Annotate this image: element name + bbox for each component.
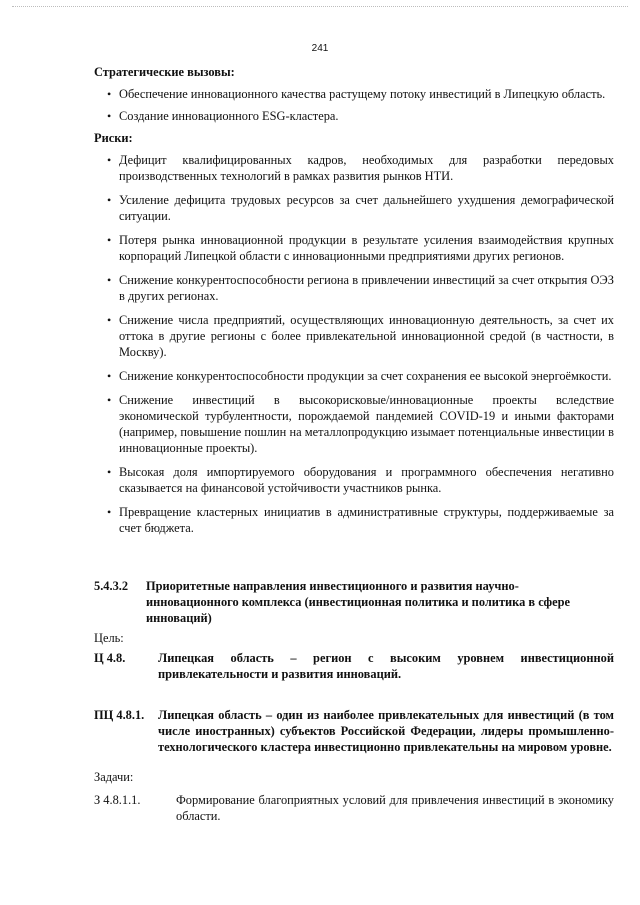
task-code: З 4.8.1.1. <box>94 793 141 807</box>
bullet-icon: • <box>107 273 112 287</box>
strategic-challenges-list <box>94 86 614 124</box>
list-item: • Обеспечение инновационного качества растущему потоку инвестиций в Липецкую область. <box>107 87 606 101</box>
subgoal-text: Липецкая область – один из наиболее привлекательных для инвестиций (в том числе иностранных) субъектов Российской Федерации, лидеры промышленно-технологического кластера инвестиционно привлекательны на мировом уровне. <box>158 708 614 754</box>
goal-code: Ц 4.8. <box>94 651 126 665</box>
bullet-icon: • <box>107 393 112 407</box>
section-title: Приоритетные направления инвестиционного и развития научно-инновационного комплекса (инвестиционная политика и политика в сфере инноваций) <box>146 579 570 625</box>
scan-edge-rule <box>12 6 628 7</box>
subgoal-code: ПЦ 4.8.1. <box>94 708 145 722</box>
risks-heading: Риски: <box>94 131 133 145</box>
bullet-icon: • <box>107 193 112 207</box>
bullet-icon: • <box>107 153 112 167</box>
list-item: • Усиление дефицита трудовых ресурсов за счет дальнейшего ухудшения демографической ситуации. <box>107 193 614 223</box>
page-number: 241 <box>311 43 329 54</box>
bullet-icon: • <box>107 505 112 519</box>
goal-text: Липецкая область – регион с высоким уровнем инвестиционной привлекательности и развития инноваций. <box>158 651 614 681</box>
bullet-icon: • <box>107 87 112 101</box>
list-item: • Снижение инвестиций в высокорисковые/инновационные проекты вследствие экономической турбулентности, порождаемой пандемией COVID-19 и иными факторами (например, повышение пошлин на металлопродукцию изымает потенциальные инвестиции в инновационные проекты). <box>107 393 614 455</box>
goal-label: Цель: <box>94 631 124 645</box>
task-text: Формирование благоприятных условий для привлечения инвестиций в экономику области. <box>176 793 614 823</box>
list-item: • Дефицит квалифицированных кадров, необходимых для разработки передовых производственных технологий в рамках развития рынков НТИ. <box>107 153 614 183</box>
page-content <box>94 64 614 544</box>
section-number: 5.4.3.2 <box>94 579 129 593</box>
bullet-icon: • <box>107 313 112 327</box>
list-item: • Создание инновационного ESG-кластера. <box>107 109 339 123</box>
list-item: • Снижение конкурентоспособности региона в привлечении инвестиций за счет открытия ОЭЗ в других регионах. <box>107 273 614 303</box>
bullet-icon: • <box>107 369 112 383</box>
list-item: • Снижение конкурентоспособности продукции за счет сохранения ее высокой энергоёмкости. <box>107 369 612 383</box>
bullet-icon: • <box>107 465 112 479</box>
list-item: • Высокая доля импортируемого оборудования и программного обеспечения негативно сказывается на финансовой устойчивости участников рынка. <box>107 465 614 495</box>
risks-list <box>94 152 614 536</box>
bullet-icon: • <box>107 233 112 247</box>
strategic-challenges-heading: Стратегические вызовы: <box>94 65 235 79</box>
tasks-label: Задачи: <box>94 770 134 784</box>
list-item: • Потеря рынка инновационной продукции в результате усиления взаимодействия крупных корпораций Липецкой области с инновационными предприятиями других регионов. <box>107 233 614 263</box>
bullet-icon: • <box>107 109 112 123</box>
list-item: • Снижение числа предприятий, осуществляющих инновационную деятельность, за счет их оттока в другие регионы с более привлекательной инновационной средой (в частности, в Москву). <box>107 313 614 359</box>
list-item: • Превращение кластерных инициатив в административные структуры, поддерживаемые за счет бюджета. <box>107 505 614 535</box>
